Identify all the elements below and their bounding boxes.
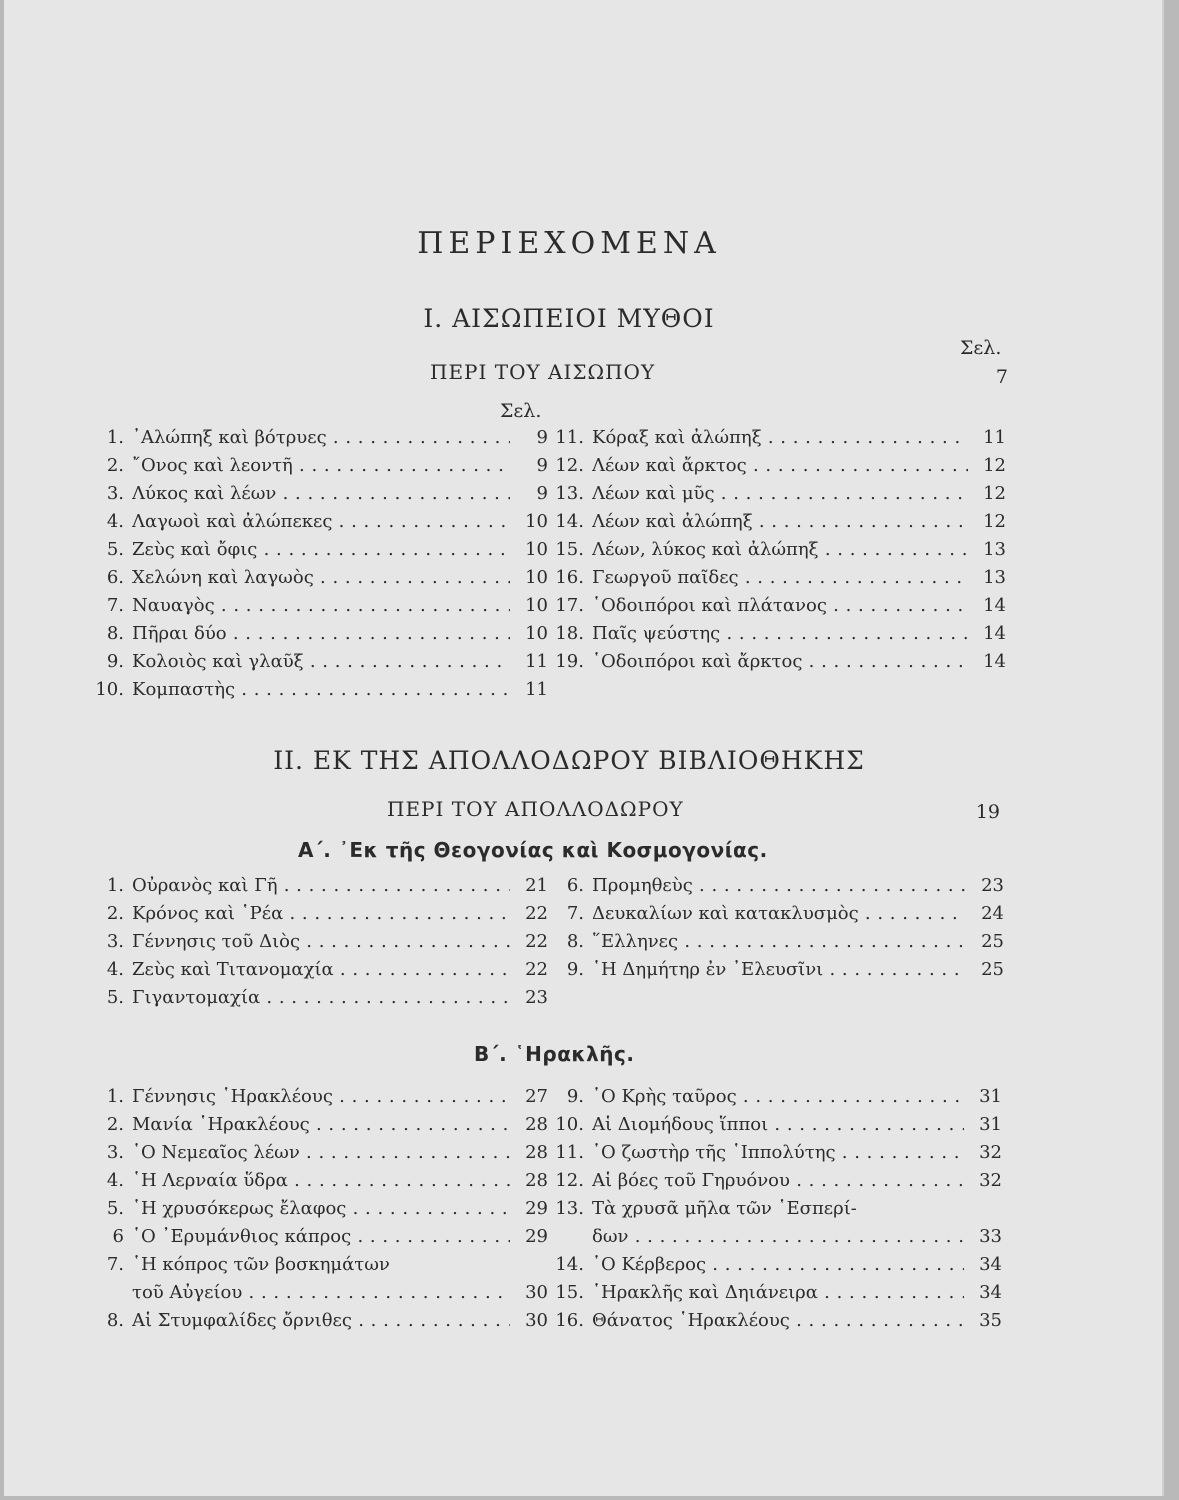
toc-entry: 7. Δευκαλίων καὶ κατακλυσμὸς . . . 24 xyxy=(552,900,1004,928)
toc-entry: 12. Αἱ βόες τοῦ Γηρυόνου . . . 32 xyxy=(552,1167,1002,1195)
toc-entry: 4. Ζεὺς καὶ Τιτανομαχία . . . 22 xyxy=(92,956,548,984)
toc-entry: 2. Κρόνος καὶ ῾Ρέα . . . 22 xyxy=(92,900,548,928)
page-column-label: Σελ. xyxy=(960,337,1002,359)
toc-entry: 5. ῾Η χρυσόκερως ἔλαφος . . . 29 xyxy=(92,1195,548,1223)
toc-entry: 4. ῾Η Λερναία ὕδρα . . . 28 xyxy=(92,1167,548,1195)
toc-list-fables-right xyxy=(552,424,1006,676)
toc-entry: 17. ῾Οδοιπόροι καὶ πλάτανος . . . 14 xyxy=(552,592,1006,620)
toc-entry: 1. Γέννησις ῾Ηρακλέους . . . 27 xyxy=(92,1083,548,1111)
toc-entry-continuation: τοῦ Αὐγείου . . . 30 xyxy=(92,1279,548,1307)
page-column-label: Σελ. xyxy=(500,400,542,422)
toc-entry: 8. Αἱ Στυμφαλίδες ὄρνιθες . . . 30 xyxy=(92,1307,548,1335)
toc-entry: 15. Λέων, λύκος καὶ ἀλώπηξ . . . 13 xyxy=(552,536,1006,564)
toc-entry-continuation: δων . . . 33 xyxy=(552,1223,1002,1251)
about-aesop-page: 7 xyxy=(995,366,1008,388)
toc-entry: 2. Μανία ῾Ηρακλέους . . . 28 xyxy=(92,1111,548,1139)
toc-entry: 7. ῾Η κόπρος τῶν βοσκημάτων xyxy=(106,1254,390,1275)
toc-entry: 7. Ναυαγὸς . . . 10 xyxy=(92,592,548,620)
toc-entry: 8. ῞Ελληνες . . . 25 xyxy=(552,928,1004,956)
section-2-heading: II. ΕΚ ΤΗΣ ΑΠΟΛΛΟΔΩΡΟΥ ΒΙΒΛΙΟΘΗΚΗΣ xyxy=(273,746,865,775)
toc-entry: 11. Κόραξ καὶ ἀλώπηξ . . . 11 xyxy=(552,424,1006,452)
about-aesop-heading: ΠΕΡΙ ΤΟΥ ΑΙΣΩΠΟΥ xyxy=(430,360,656,384)
toc-entry: 4. Λαγωοὶ καὶ ἀλώπεκες . . . 10 xyxy=(92,508,548,536)
subsection-a-heading: Α΄. ᾿Εκ τῆς Θεογονίας καὶ Κοσμογονίας. xyxy=(298,838,768,862)
toc-entry: 12. Λέων καὶ ἄρκτος . . . 12 xyxy=(552,452,1006,480)
toc-entry: 16. Θάνατος ῾Ηρακλέους . . . 35 xyxy=(552,1307,1002,1335)
toc-entry: 6. Προμηθεὺς . . . 23 xyxy=(552,872,1004,900)
about-apollodorus-page: 19 xyxy=(975,801,1000,823)
toc-entry: 9. ῾Ο Κρὴς ταῦρος . . . 31 xyxy=(552,1083,1002,1111)
toc-entry: 14. ῾Ο Κέρβερος . . . 34 xyxy=(552,1251,1002,1279)
toc-entry: 3. Λύκος καὶ λέων . . . 9 xyxy=(92,480,548,508)
toc-list-heracles-left xyxy=(92,1083,548,1335)
toc-entry: 6 ῾Ο ᾿Ερυμάνθιος κάπρος . . . 29 xyxy=(92,1223,548,1251)
toc-entry: 13. Λέων καὶ μῦς . . . 12 xyxy=(552,480,1006,508)
toc-entry: 3. ῾Ο Νεμεαῖος λέων . . . 28 xyxy=(92,1139,548,1167)
subsection-b-heading: Β΄. ῾Ηρακλῆς. xyxy=(474,1042,635,1066)
toc-entry: 1. Οὐρανὸς καὶ Γῆ . . . 21 xyxy=(92,872,548,900)
toc-list-theogony-left xyxy=(92,872,548,1012)
toc-entry: 13. Τὰ χρυσᾶ μῆλα τῶν ῾Εσπερί- xyxy=(555,1198,857,1219)
page-title: ΠΕΡΙΕΧΟΜΕΝΑ xyxy=(417,226,721,261)
toc-entry: 18. Παῖς ψεύστης . . . 14 xyxy=(552,620,1006,648)
toc-entry: 5. Ζεὺς καὶ ὄφις . . . 10 xyxy=(92,536,548,564)
toc-entry: 10. Αἱ Διομήδους ἵπποι . . . 31 xyxy=(552,1111,1002,1139)
toc-entry: 9. Κολοιὸς καὶ γλαῦξ . . . 11 xyxy=(92,648,548,676)
toc-entry: 6. Χελώνη καὶ λαγωὸς . . . 10 xyxy=(92,564,548,592)
toc-entry: 14. Λέων καὶ ἀλώπηξ . . . 12 xyxy=(552,508,1006,536)
toc-entry: 9. ῾Η Δημήτηρ ἐν ᾿Ελευσῖνι . . . 25 xyxy=(552,956,1004,984)
toc-entry: 19. ῾Οδοιπόροι καὶ ἄρκτος . . . 14 xyxy=(552,648,1006,676)
toc-entry: 16. Γεωργοῦ παῖδες . . . 13 xyxy=(552,564,1006,592)
toc-entry: 5. Γιγαντομαχία . . . 23 xyxy=(92,984,548,1012)
about-apollodorus-heading: ΠΕΡΙ ΤΟΥ ΑΠΟΛΛΟΔΩΡΟΥ xyxy=(387,797,684,821)
toc-list-heracles-right xyxy=(552,1083,1002,1335)
toc-entry: 1. ᾿Αλώπηξ καὶ βότρυες . . . 9 xyxy=(92,424,548,452)
toc-entry: 15. ῾Ηρακλῆς καὶ Δηιάνειρα . . . 34 xyxy=(552,1279,1002,1307)
toc-entry: 8. Πῆραι δύο . . . 10 xyxy=(92,620,548,648)
toc-entry: 10. Κομπαστὴς . . . 11 xyxy=(92,676,548,704)
book-page xyxy=(4,0,1164,1496)
toc-list-fables-left xyxy=(92,424,548,704)
toc-entry: 2. ῎Ονος καὶ λεοντῆ . . . 9 xyxy=(92,452,548,480)
toc-list-theogony-right xyxy=(552,872,1004,984)
section-1-heading: I. ΑΙΣΩΠΕΙΟΙ ΜΥΘΟΙ xyxy=(423,304,715,333)
toc-entry: 3. Γέννησις τοῦ Διὸς . . . 22 xyxy=(92,928,548,956)
toc-entry: 11. ῾Ο ζωστὴρ τῆς ῾Ιππολύτης . . . 32 xyxy=(552,1139,1002,1167)
